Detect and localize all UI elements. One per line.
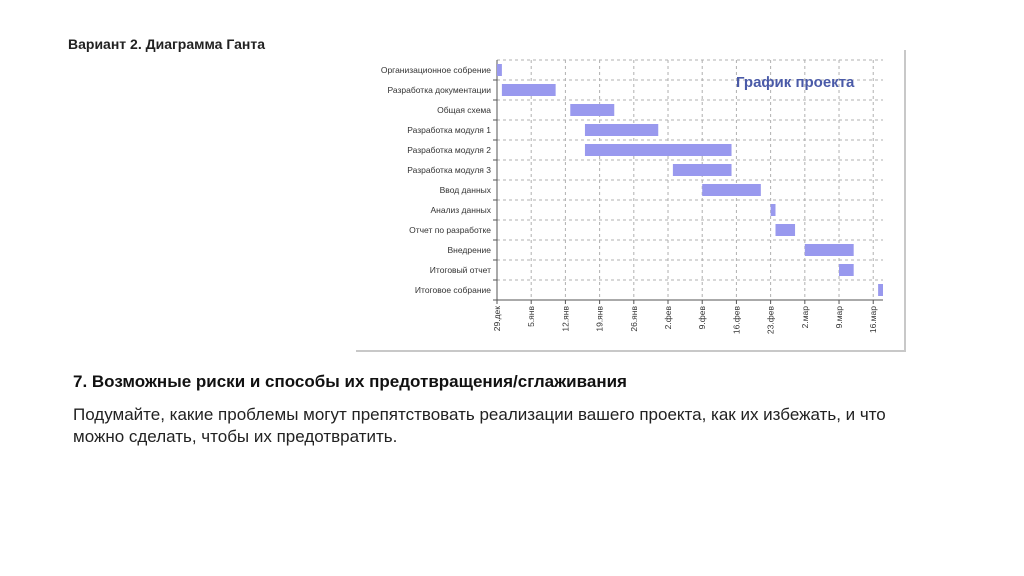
task-label: Разработка модуля 3 bbox=[407, 165, 491, 175]
gantt-bar bbox=[673, 164, 732, 176]
task-label: Итоговое собрание bbox=[414, 285, 491, 295]
gantt-bar bbox=[570, 104, 614, 116]
section-body: Подумайте, какие проблемы могут препятствовать реализации вашего проекта, как их избежать, и что можно сделать, чтобы их предотвратить. bbox=[73, 405, 886, 446]
task-label: Ввод данных bbox=[439, 185, 491, 195]
gantt-bar bbox=[502, 84, 556, 96]
chart-title: График проекта bbox=[736, 74, 855, 91]
gantt-bar bbox=[585, 124, 658, 136]
task-label: Внедрение bbox=[447, 245, 491, 255]
x-tick-label: 26.янв bbox=[628, 306, 639, 332]
x-tick-label: 9.мар bbox=[834, 306, 845, 329]
x-tick-label: 23.фев bbox=[765, 306, 776, 335]
task-label: Общая схема bbox=[437, 105, 491, 115]
task-label: Разработка документации bbox=[387, 85, 491, 95]
task-label: Разработка модуля 2 bbox=[407, 145, 491, 155]
variant-title: Вариант 2. Диаграмма Ганта bbox=[68, 36, 265, 52]
x-tick-label: 2.фев bbox=[663, 306, 674, 330]
task-label: Разработка модуля 1 bbox=[407, 125, 491, 135]
gantt-bar bbox=[497, 64, 502, 76]
task-label: Отчет по разработке bbox=[409, 225, 491, 235]
gantt-bar bbox=[702, 184, 761, 196]
x-tick-label: 16.мар bbox=[868, 306, 879, 334]
gantt-bar bbox=[776, 224, 796, 236]
x-tick-label: 12.янв bbox=[560, 306, 571, 332]
gantt-bar bbox=[839, 264, 854, 276]
x-tick-label: 9.фев bbox=[697, 306, 708, 330]
task-label: Организационное собрение bbox=[380, 65, 491, 75]
x-tick-label: 29.дек bbox=[492, 306, 502, 332]
x-tick-label: 19.янв bbox=[594, 306, 605, 332]
x-tick-label: 16.фев bbox=[731, 306, 742, 335]
task-label: Итоговый отчет bbox=[429, 265, 491, 275]
task-label: Анализ данных bbox=[430, 205, 491, 215]
gantt-bar bbox=[878, 284, 883, 296]
gantt-bar bbox=[585, 144, 732, 156]
x-tick-label: 2.мар bbox=[799, 306, 810, 329]
gantt-chart bbox=[356, 50, 906, 352]
gantt-chart-svg bbox=[356, 50, 904, 350]
gantt-bar bbox=[805, 244, 854, 256]
x-tick-label: 5.янв bbox=[526, 306, 537, 327]
section-heading: 7. Возможные риски и способы их предотвращения/сглаживания bbox=[73, 372, 627, 391]
gantt-bar bbox=[771, 204, 776, 216]
